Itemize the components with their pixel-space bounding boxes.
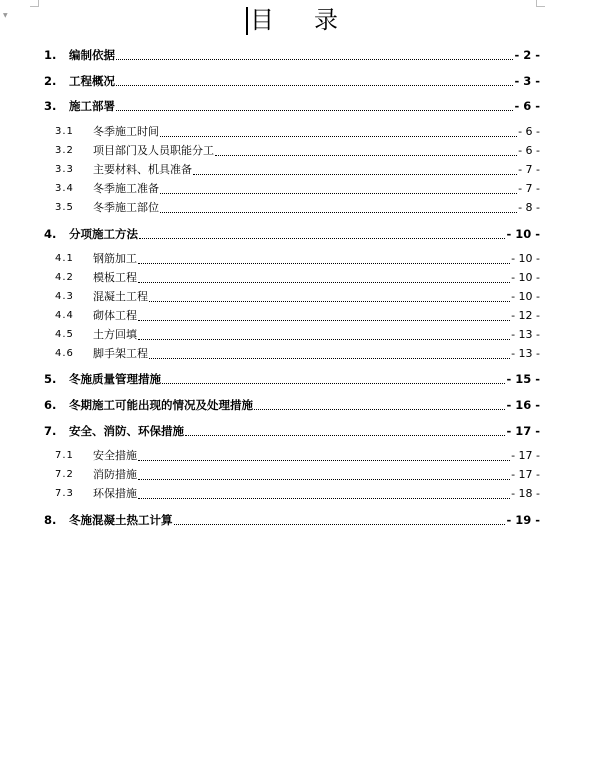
toc-dot-leader [160,193,517,194]
toc-entry-number: 6. [44,398,57,412]
toc-entry-number: 4.5 [55,329,74,340]
toc-dot-leader [149,358,510,359]
toc-entry-page: - 18 - [511,487,540,500]
toc-entry[interactable] [0,98,602,114]
margin-corner-mark-right [536,0,545,7]
toc-entry-label: 编制依据 [69,48,115,62]
toc-entry-number: 3.4 [55,183,74,194]
text-cursor [246,7,248,35]
toc-dot-leader [139,238,505,239]
toc-title-part1: 目 [250,6,274,34]
toc-entry[interactable] [0,251,602,267]
toc-entry-page: - 10 - [511,252,540,265]
toc-dot-leader [138,320,510,321]
toc-dot-leader [174,524,506,525]
toc-entry-page: - 7 - [518,163,540,176]
toc-entry-label: 脚手架工程 [93,347,148,360]
toc-entry[interactable] [0,47,602,63]
toc-entry-page: - 17 - [506,424,540,438]
toc-entry-number: 7.2 [55,469,74,480]
toc-dot-leader [116,85,513,86]
toc-dot-leader [185,435,505,436]
toc-dot-leader [215,155,517,156]
toc-entry[interactable] [0,73,602,89]
toc-entry-page: - 3 - [514,74,540,88]
toc-entry[interactable] [0,397,602,413]
toc-entry-page: - 19 - [506,513,540,527]
toc-entry-label: 施工部署 [69,99,115,113]
toc-entry-number: 7. [44,424,57,438]
toc-entry[interactable] [0,467,602,483]
toc-dot-leader [138,339,510,340]
toc-entry-label: 土方回填 [93,328,137,341]
toc-entry[interactable] [0,448,602,464]
toc-entry-label: 混凝土工程 [93,290,148,303]
toc-dot-leader [162,383,505,384]
toc-entry-label: 安全、消防、环保措施 [69,424,184,438]
toc-entry[interactable] [0,143,602,159]
toc-dot-leader [138,263,510,264]
toc-entry-number: 7.1 [55,450,74,461]
toc-entry-page: - 6 - [514,99,540,113]
toc-entry[interactable] [0,512,602,528]
toc-title [250,2,338,38]
toc-entry-page: - 10 - [511,271,540,284]
toc-entry-label: 冬施质量管理措施 [69,372,161,386]
toc-entry[interactable] [0,124,602,140]
toc-entry-label: 工程概况 [69,74,115,88]
toc-dot-leader [160,136,517,137]
toc-dot-leader [138,479,510,480]
toc-entry-page: - 12 - [511,309,540,322]
toc-entry[interactable] [0,371,602,387]
toc-entry-number: 4. [44,227,57,241]
toc-entry-label: 砌体工程 [93,309,137,322]
toc-entry-label: 钢筋加工 [93,252,137,265]
toc-entry-label: 模板工程 [93,271,137,284]
toc-entry-number: 3.5 [55,202,74,213]
toc-entry-label: 消防措施 [93,468,137,481]
toc-entry-page: - 10 - [506,227,540,241]
toc-entry[interactable] [0,270,602,286]
toc-entry-label: 冬期施工可能出现的情况及处理措施 [69,398,253,412]
toc-entry-page: - 13 - [511,328,540,341]
toc-entry-number: 5. [44,372,57,386]
toc-entry-page: - 7 - [518,182,540,195]
toc-entry-number: 4.6 [55,348,74,359]
toc-entry-number: 8. [44,513,57,527]
toc-entry[interactable] [0,327,602,343]
toc-entry-label: 冬季施工时间 [93,125,159,138]
toc-dot-leader [138,460,510,461]
toc-entry-number: 1. [44,48,57,62]
toc-dot-leader [116,59,513,60]
toc-entry-page: - 6 - [518,144,540,157]
toc-entry-page: - 6 - [518,125,540,138]
toc-dot-leader [138,282,510,283]
toc-entry[interactable] [0,289,602,305]
toc-entry-number: 3. [44,99,57,113]
toc-title-part2: 录 [314,6,338,34]
toc-entry-number: 7.3 [55,488,74,499]
toc-entry-label: 分项施工方法 [69,227,138,241]
toc-dot-leader [116,110,513,111]
toc-entry-number: 3.1 [55,126,74,137]
toc-dot-leader [254,409,505,410]
toc-entry-label: 安全措施 [93,449,137,462]
toc-entry-number: 2. [44,74,57,88]
toc-entry[interactable] [0,200,602,216]
toc-dot-leader [193,174,517,175]
toc-entry-number: 4.4 [55,310,74,321]
toc-entry-number: 3.3 [55,164,74,175]
toc-entry-label: 主要材料、机具准备 [93,163,192,176]
toc-entry-page: - 13 - [511,347,540,360]
toc-dot-leader [149,301,510,302]
toc-entry-label: 冬季施工准备 [93,182,159,195]
toc-entry[interactable] [0,308,602,324]
toc-entry-page: - 2 - [514,48,540,62]
toc-entry-page: - 8 - [518,201,540,214]
toc-entry-label: 环保措施 [93,487,137,500]
toc-entry-label: 项目部门及人员职能分工 [93,144,214,157]
toc-entry-number: 4.1 [55,253,74,264]
toc-entry-page: - 15 - [506,372,540,386]
toc-entry-page: - 16 - [506,398,540,412]
margin-corner-mark-left [30,0,39,7]
toc-entry-page: - 10 - [511,290,540,303]
toc-entry[interactable] [0,226,602,242]
toc-entry[interactable] [0,486,602,502]
toc-entry-number: 4.2 [55,272,74,283]
toc-entry-number: 4.3 [55,291,74,302]
toc-entry-page: - 17 - [511,449,540,462]
toc-entry-page: - 17 - [511,468,540,481]
toc-entry-label: 冬季施工部位 [93,201,159,214]
toc-entry[interactable] [0,423,602,439]
toc-entry[interactable] [0,162,602,178]
toc-entry-number: 3.2 [55,145,74,156]
toc-dot-leader [138,498,510,499]
toc-entry[interactable] [0,346,602,362]
margin-arrow-icon: ▼ [3,12,8,19]
toc-dot-leader [160,212,517,213]
toc-entry-label: 冬施混凝土热工计算 [69,513,173,527]
toc-entry[interactable] [0,181,602,197]
